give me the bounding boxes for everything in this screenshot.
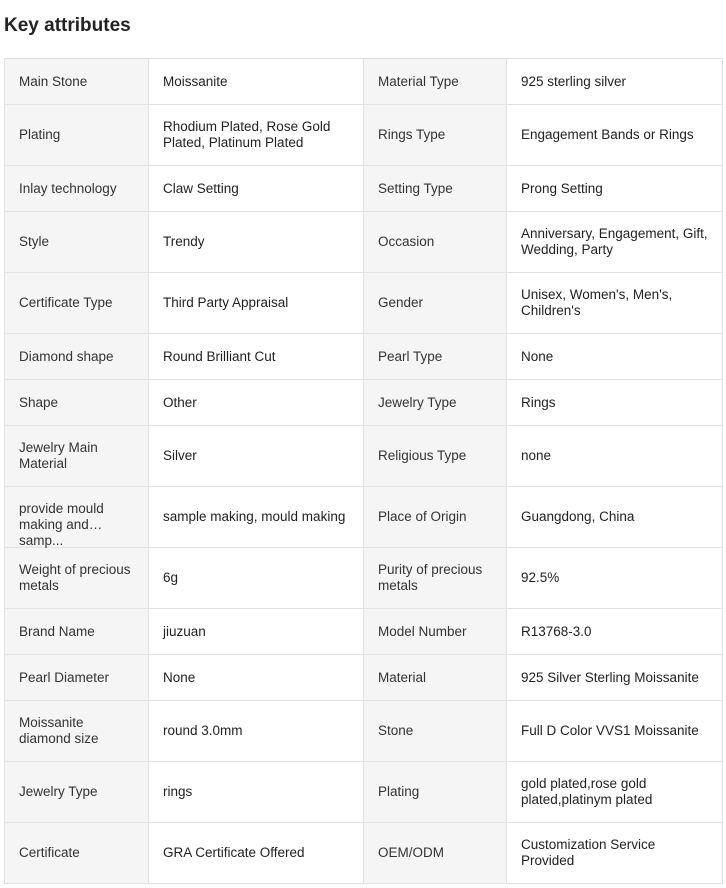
table-row <box>5 823 723 884</box>
attribute-value: rings <box>149 762 364 823</box>
attribute-label: Religious Type <box>364 426 507 487</box>
attribute-value: Claw Setting <box>149 166 364 212</box>
attribute-label: Brand Name <box>5 609 149 655</box>
attribute-label: Place of Origin <box>364 487 507 548</box>
attribute-value: Rhodium Plated, Rose Gold Plated, Platinum Plated <box>149 105 364 166</box>
attribute-label: Model Number <box>364 609 507 655</box>
attribute-label: Style <box>5 212 149 273</box>
attribute-label: Certificate <box>5 823 149 884</box>
attribute-label: Jewelry Main Material <box>5 426 149 487</box>
attribute-label: Shape <box>5 380 149 426</box>
attribute-value: Other <box>149 380 364 426</box>
attribute-value: none <box>507 426 723 487</box>
attribute-value: Unisex, Women's, Men's, Children's <box>507 273 723 334</box>
attribute-label: Material <box>364 655 507 701</box>
table-row <box>5 548 723 609</box>
attributes-table <box>4 58 723 884</box>
attribute-label: provide mould making and samp... <box>5 487 149 548</box>
attribute-value: Round Brilliant Cut <box>149 334 364 380</box>
table-row <box>5 762 723 823</box>
attribute-label: Plating <box>364 762 507 823</box>
attribute-value: Silver <box>149 426 364 487</box>
attribute-label: Moissanite diamond size <box>5 701 149 762</box>
attribute-label: Purity of precious metals <box>364 548 507 609</box>
attribute-value: 925 sterling silver <box>507 59 723 105</box>
attribute-value: 925 Silver Sterling Moissanite <box>507 655 723 701</box>
attribute-label: Setting Type <box>364 166 507 212</box>
attribute-label: Pearl Diameter <box>5 655 149 701</box>
attribute-value: Rings <box>507 380 723 426</box>
attribute-value: Customization Service Provided <box>507 823 723 884</box>
table-row <box>5 487 723 548</box>
attribute-value: Moissanite <box>149 59 364 105</box>
table-row <box>5 380 723 426</box>
table-row <box>5 426 723 487</box>
attribute-label: Inlay technology <box>5 166 149 212</box>
attribute-label: Occasion <box>364 212 507 273</box>
attribute-value: jiuzuan <box>149 609 364 655</box>
table-row <box>5 701 723 762</box>
table-row <box>5 273 723 334</box>
attribute-value: Third Party Appraisal <box>149 273 364 334</box>
attribute-value: Prong Setting <box>507 166 723 212</box>
attribute-label: OEM/ODM <box>364 823 507 884</box>
attribute-label: Stone <box>364 701 507 762</box>
attribute-value: None <box>149 655 364 701</box>
section-title: Key attributes <box>4 15 131 36</box>
attribute-value: 92.5% <box>507 548 723 609</box>
attribute-value: Full D Color VVS1 Moissanite <box>507 701 723 762</box>
table-row <box>5 59 723 105</box>
attribute-label: Jewelry Type <box>5 762 149 823</box>
attribute-value: round 3.0mm <box>149 701 364 762</box>
attribute-value: GRA Certificate Offered <box>149 823 364 884</box>
attribute-label: Gender <box>364 273 507 334</box>
table-row <box>5 334 723 380</box>
attribute-label: Material Type <box>364 59 507 105</box>
attribute-label: Rings Type <box>364 105 507 166</box>
attribute-label: Main Stone <box>5 59 149 105</box>
table-row <box>5 166 723 212</box>
attribute-value: gold plated,rose gold plated,platinym plated <box>507 762 723 823</box>
table-row <box>5 105 723 166</box>
table-row <box>5 609 723 655</box>
attribute-value: Trendy <box>149 212 364 273</box>
attribute-label: Certificate Type <box>5 273 149 334</box>
attribute-value: None <box>507 334 723 380</box>
attribute-label: Weight of precious metals <box>5 548 149 609</box>
table-row <box>5 655 723 701</box>
attribute-value: Anniversary, Engagement, Gift, Wedding, Party <box>507 212 723 273</box>
attribute-value: Guangdong, China <box>507 487 723 548</box>
attribute-value: Engagement Bands or Rings <box>507 105 723 166</box>
table-row <box>5 212 723 273</box>
attribute-value: R13768-3.0 <box>507 609 723 655</box>
attribute-label: Jewelry Type <box>364 380 507 426</box>
attribute-label: Pearl Type <box>364 334 507 380</box>
attribute-value: sample making, mould making <box>149 487 364 548</box>
attribute-label: Plating <box>5 105 149 166</box>
attribute-label: Diamond shape <box>5 334 149 380</box>
attribute-value: 6g <box>149 548 364 609</box>
